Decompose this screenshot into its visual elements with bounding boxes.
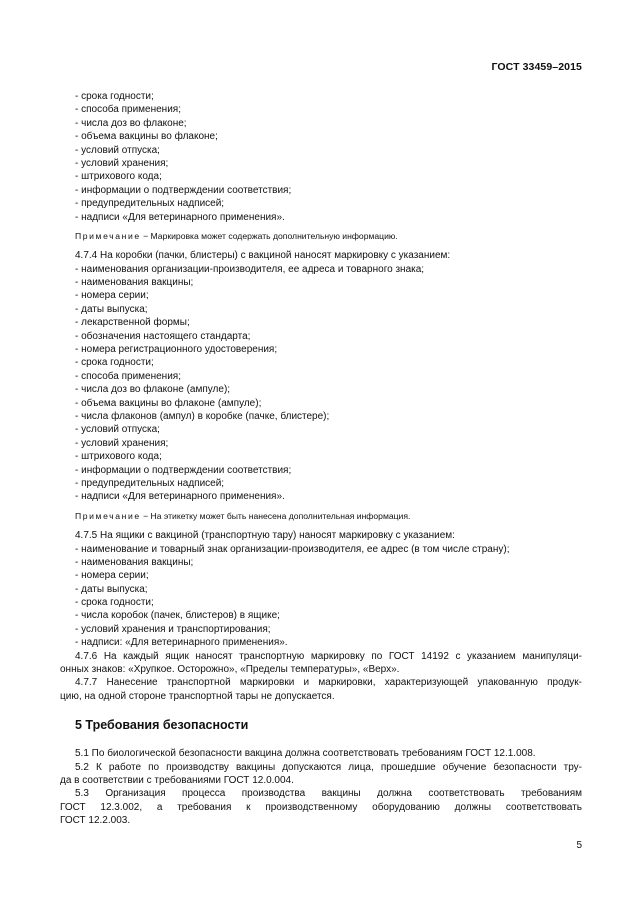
note [60,230,582,243]
paragraph-5-3-line3: ГОСТ 12.2.003. [60,815,131,827]
page-number: 5 [576,840,582,851]
list-item: - номера серии; [75,290,149,302]
paragraph-5-1: 5.1 По биологической безопасности вакцина должна соответствовать требованиям ГОСТ 12.1.008. [75,748,536,760]
list-item: - штрихового кода; [75,171,162,183]
paragraph-5-3-line2: ГОСТ 12.3.002, а требования к производственному оборудованию должны соответствовать [60,801,582,813]
list-item: - наименования вакцины; [75,556,194,568]
paragraph-5-3-line1: 5.3 Организация процесса производства вакцины должна соответствовать требованиям [75,788,582,800]
list-item: - надписи «Для ветеринарного применения». [75,491,285,503]
paragraph-4-7-6-line2: онных знаков: «Хрупкое. Осторожно», «Пределы температуры», «Верх». [60,664,400,676]
document-id: ГОСТ 33459–2015 [491,61,582,73]
list-item: - информации о подтверждении соответствия; [75,464,292,476]
paragraph-5-2-line1: 5.2 К работе по производству вакцины допускаются лица, прошедшие обучение безопасности тру- [75,761,582,773]
list-item: - числа доз во флаконе; [75,117,187,129]
list-item: - числа доз во флаконе (ампуле); [75,384,231,396]
document-body [60,90,582,828]
note-tag: Примечание [75,230,141,241]
list-item: - срока годности; [75,597,154,609]
list-item: - срока годности; [75,357,154,369]
list-box-marking [60,263,582,504]
list-item: - условий отпуска; [75,424,160,436]
list-item: - способа применения; [75,370,181,382]
list-storage-terms [60,90,582,224]
list-item: - надписи «Для ветеринарного применения». [75,211,285,223]
list-item: - обозначения настоящего стандарта; [75,330,251,342]
paragraph-5-2-line2: да в соответствии с требованиями ГОСТ 12.0.004. [60,774,294,786]
list-item: - условий хранения и транспортирования; [75,623,271,635]
paragraph-4-7-4: 4.7.4 На коробки (пачки, блистеры) с вакциной наносят маркировку с указанием: [75,250,451,262]
list-item: - даты выпуска; [75,303,148,315]
paragraph-4-7-6-line1: 4.7.6 На каждый ящик наносят транспортную маркировку по ГОСТ 14192 с указанием манипуляци- [75,650,582,662]
list-item: - срока годности; [75,91,154,102]
note-tag: Примечание [75,510,141,521]
list-item: - способа применения; [75,104,181,116]
note-text: − На этикетку может быть нанесена дополнительная информация. [140,510,411,521]
paragraph-4-7-7-line2: цию, на одной стороне транспортной тары не допускается. [60,690,335,702]
list-item: - даты выпуска; [75,583,148,595]
list-item: - наименования вакцины; [75,277,194,289]
list-item: - надписи: «Для ветеринарного применения». [75,637,288,649]
list-item: - условий хранения; [75,157,169,169]
paragraph-4-7-5: 4.7.5 На ящики с вакциной (транспортную тару) наносят маркировку с указанием: [75,530,455,542]
section-heading: 5 Требования безопасности [75,718,249,733]
list-item: - лекарственной формы; [75,317,190,329]
list-item: - числа флаконов (ампул) в коробке (пачке, блистере); [75,410,330,422]
list-item: - условий хранения; [75,437,169,449]
list-item: - штрихового кода; [75,451,162,463]
list-crate-marking [60,543,582,650]
list-item: - числа коробок (пачек, блистеров) в ящике; [75,610,280,622]
list-item: - условий отпуска; [75,144,160,156]
list-item: - наименование и товарный знак организации-производителя, ее адрес (в том числе страну); [75,543,510,555]
list-item: - объема вакцины во флаконе; [75,131,218,143]
note-text: − Маркировка может содержать дополнительную информацию. [140,230,398,241]
note [60,510,582,523]
list-item: - информации о подтверждении соответствия; [75,184,292,196]
list-item: - предупредительных надписей; [75,477,225,489]
list-item: - номера серии; [75,570,149,582]
list-item: - объема вакцины во флаконе (ампуле); [75,397,262,409]
list-item: - номера регистрационного удостоверения; [75,344,278,356]
list-item: - наименования организации-производителя, ее адреса и товарного знака; [75,263,425,275]
list-item: - предупредительных надписей; [75,198,225,210]
paragraph-4-7-7-line1: 4.7.7 Нанесение транспортной маркировки и маркировки, характеризующей упакованную продук- [75,677,582,689]
